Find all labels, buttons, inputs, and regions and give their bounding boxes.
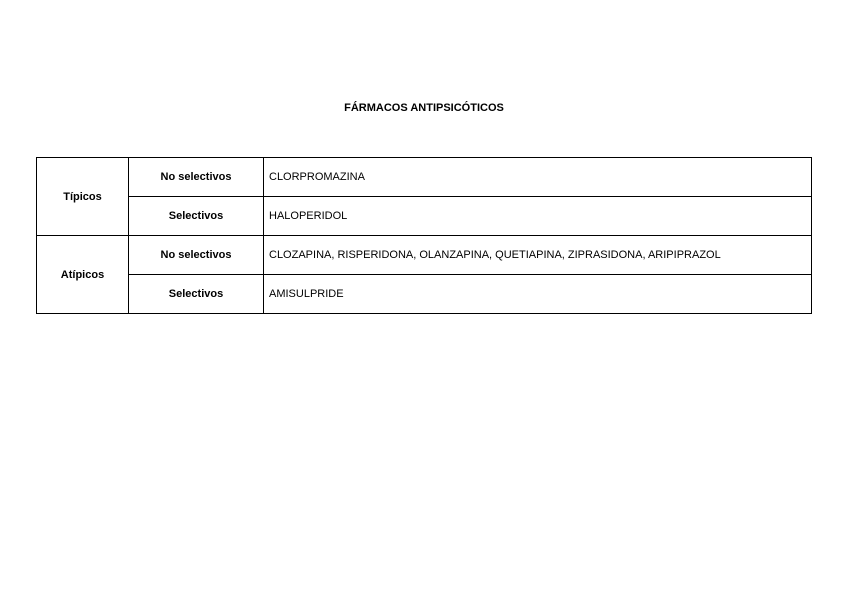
- group-label-tipicos: Típicos: [37, 158, 129, 236]
- drug-list: CLOZAPINA, RISPERIDONA, OLANZAPINA, QUETIAPINA, ZIPRASIDONA, ARIPIPRAZOL: [264, 236, 812, 275]
- subgroup-label: No selectivos: [129, 236, 264, 275]
- drug-list: CLORPROMAZINA: [264, 158, 812, 197]
- drug-list: HALOPERIDOL: [264, 197, 812, 236]
- table-row: [37, 275, 812, 314]
- subgroup-label: Selectivos: [129, 197, 264, 236]
- subgroup-label: Selectivos: [129, 275, 264, 314]
- table-row: [37, 236, 812, 275]
- table-row: [37, 158, 812, 197]
- subgroup-label: No selectivos: [129, 158, 264, 197]
- document-title: FÁRMACOS ANTIPSICÓTICOS: [344, 102, 504, 114]
- group-label-atipicos: Atípicos: [37, 236, 129, 314]
- drug-list: AMISULPRIDE: [264, 275, 812, 314]
- antipsychotics-table: [36, 157, 812, 314]
- table-row: [37, 197, 812, 236]
